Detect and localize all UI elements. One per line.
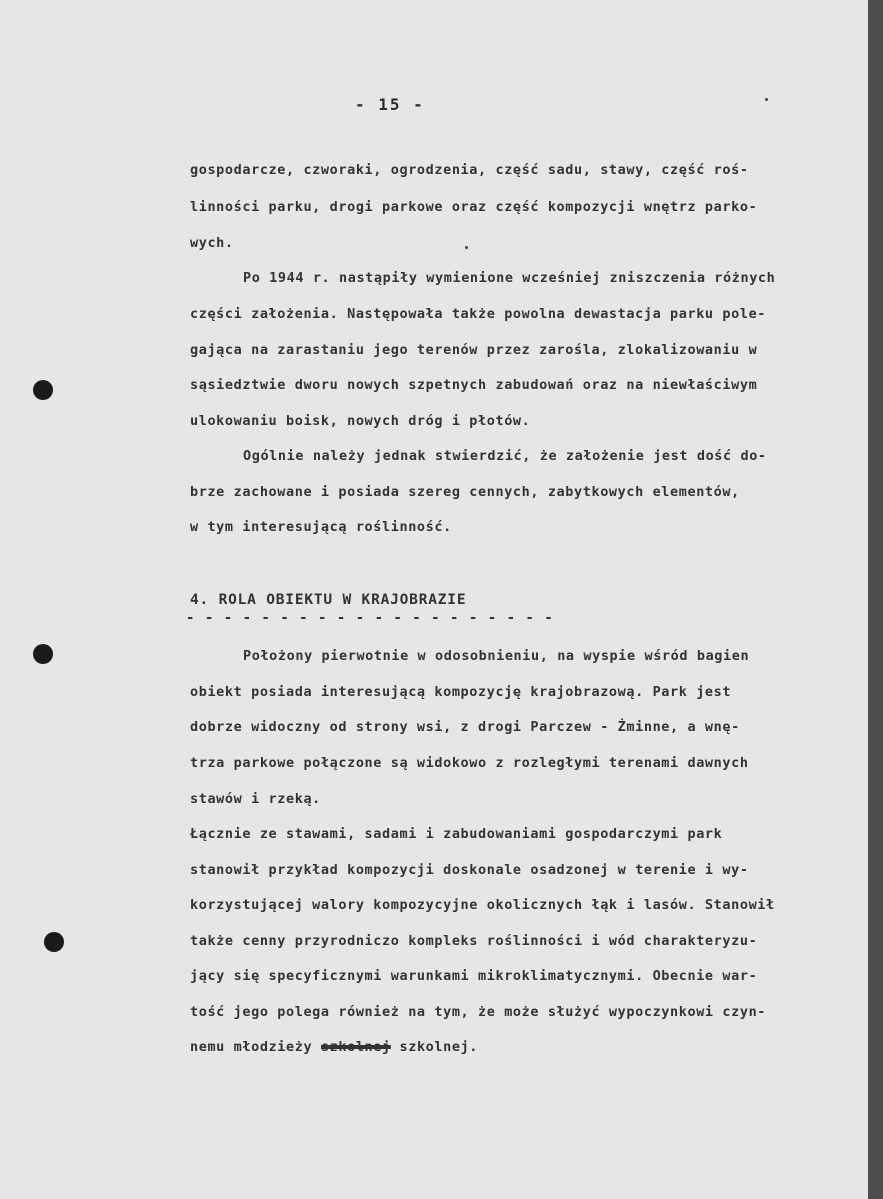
punch-hole	[44, 932, 64, 952]
last-line-start: nemu młodzieży	[190, 1039, 313, 1055]
text-line: części założenia. Następowała także powolna dewastacja parku pole-	[190, 306, 767, 322]
text-line: wych.	[190, 235, 234, 251]
text-line: także cenny przyrodniczo kompleks roślinności i wód charakteryzu-	[190, 933, 758, 949]
text-line: w tym interesującą roślinność.	[190, 519, 452, 535]
text-line: sąsiedztwie dworu nowych szpetnych zabudowań oraz na niewłaściwym	[190, 377, 758, 393]
text-line: tość jego polega również na tym, że może służyć wypoczynkowi czyn-	[190, 1004, 767, 1020]
text-line: Położony pierwotnie w odosobnieniu, na wyspie wśród bagien	[243, 648, 750, 664]
punch-hole	[33, 644, 53, 664]
text-line: korzystującej walory kompozycyjne okolicznych łąk i lasów. Stanowił	[190, 897, 775, 913]
page-number: - 15 -	[355, 95, 425, 114]
text-line: gająca na zarastaniu jego terenów przez zarośla, zlokalizowaniu w	[190, 342, 758, 358]
last-line-end: szkolnej.	[399, 1039, 479, 1055]
text-line: stanowił przykład kompozycji doskonale osadzonej w terenie i wy-	[190, 862, 749, 878]
text-line: Łącznie ze stawami, sadami i zabudowaniami gospodarczymi park	[190, 826, 723, 842]
text-line: jący się specyficznymi warunkami mikroklimatycznymi. Obecnie war-	[190, 968, 758, 984]
speck	[765, 98, 768, 101]
text-line: brze zachowane i posiada szereg cennych, zabytkowych elementów,	[190, 484, 740, 500]
text-line: gospodarcze, czworaki, ogrodzenia, część sadu, stawy, część roś-	[190, 162, 749, 178]
text-line-last	[190, 1039, 478, 1055]
struck-word: szkolnej	[320, 1039, 391, 1055]
text-line: Po 1944 r. nastąpiły wymienione wcześniej zniszczenia różnych	[243, 270, 776, 286]
scan-edge	[868, 0, 883, 1199]
speck	[465, 246, 468, 249]
heading-underline: - - - - - - - - - - - - - - - - - - - -	[186, 610, 554, 626]
text-line: obiekt posiada interesującą kompozycję krajobrazową. Park jest	[190, 684, 732, 700]
section-heading: 4. ROLA OBIEKTU W KRAJOBRAZIE	[190, 592, 467, 608]
text-line: linności parku, drogi parkowe oraz część kompozycji wnętrz parko-	[190, 199, 758, 215]
text-line: dobrze widoczny od strony wsi, z drogi Parczew - Żminne, a wnę-	[190, 719, 740, 735]
text-line: trza parkowe połączone są widokowo z rozległymi terenami dawnych	[190, 755, 749, 771]
text-line: Ogólnie należy jednak stwierdzić, że założenie jest dość do-	[243, 448, 767, 464]
text-line: stawów i rzeką.	[190, 791, 321, 807]
punch-hole	[33, 380, 53, 400]
text-line: ulokowaniu boisk, nowych dróg i płotów.	[190, 413, 531, 429]
